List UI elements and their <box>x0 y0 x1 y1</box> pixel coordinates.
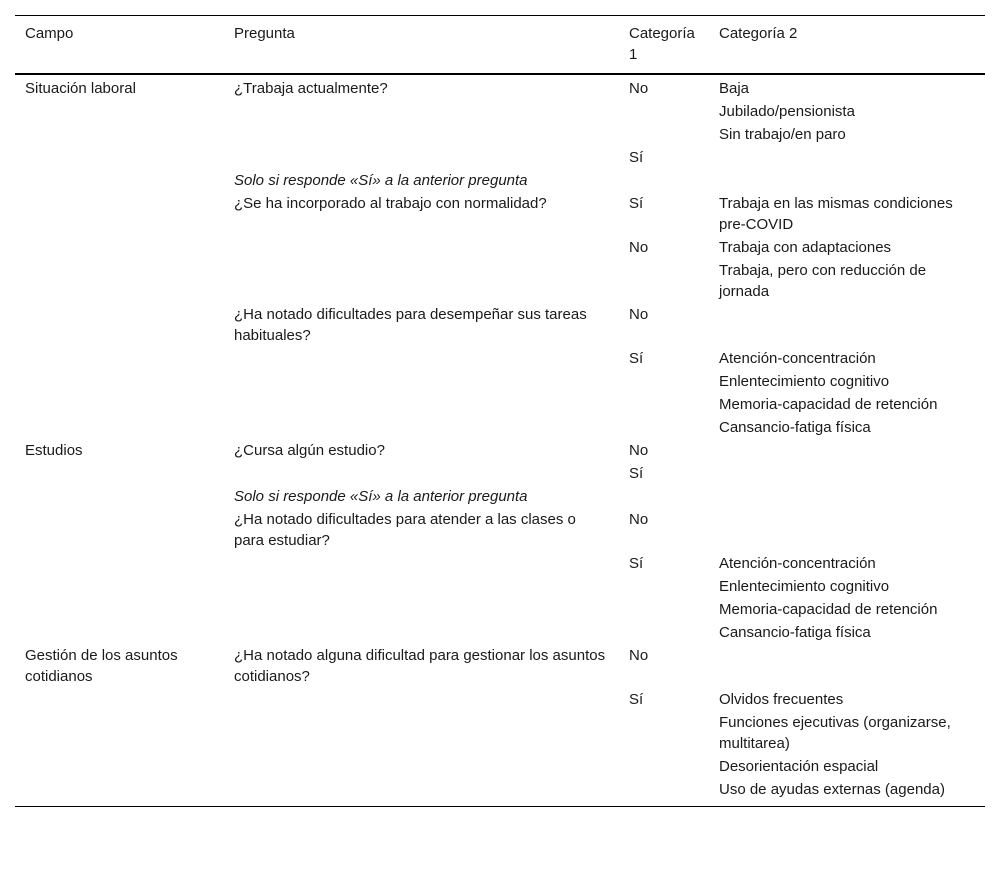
cell-campo <box>15 347 224 370</box>
table-body <box>15 74 985 807</box>
cell-pregunta: Solo si responde «Sí» a la anterior pregunta <box>234 488 528 505</box>
cell-categoria-1: No <box>629 442 649 459</box>
cell-campo <box>15 259 224 303</box>
cell-campo <box>15 169 224 192</box>
cell-pregunta <box>224 100 619 123</box>
cell-pregunta <box>224 259 619 303</box>
survey-table <box>15 15 985 807</box>
table-row <box>15 755 985 778</box>
cell-campo <box>15 146 224 169</box>
cell-categoria-1 <box>619 755 709 778</box>
cell-categoria-1: No <box>629 306 649 323</box>
cell-categoria-1 <box>619 100 709 123</box>
header-categoria-1: Categoría 1 <box>629 25 695 63</box>
table-row <box>15 778 985 807</box>
cell-pregunta <box>224 575 619 598</box>
cell-categoria-2: Memoria-capacidad de retención <box>719 601 938 618</box>
cell-pregunta <box>224 462 619 485</box>
cell-campo <box>15 688 224 711</box>
header-pregunta: Pregunta <box>234 25 295 42</box>
table-row <box>15 688 985 711</box>
cell-categoria-1 <box>619 778 709 807</box>
cell-categoria-1 <box>619 169 709 192</box>
cell-categoria-2: Trabaja, pero con reducción de jornada <box>719 262 927 300</box>
cell-pregunta <box>224 755 619 778</box>
cell-campo: Situación laboral <box>25 80 136 97</box>
cell-pregunta <box>224 347 619 370</box>
table-row <box>15 303 985 347</box>
cell-categoria-2: Cansancio-fatiga física <box>719 624 871 641</box>
cell-categoria-1 <box>619 598 709 621</box>
cell-categoria-1: Sí <box>629 149 644 166</box>
cell-pregunta <box>224 552 619 575</box>
table-row <box>15 439 985 462</box>
cell-campo <box>15 462 224 485</box>
cell-categoria-2: Enlentecimiento cognitivo <box>719 578 890 595</box>
cell-pregunta: ¿Ha notado alguna dificultad para gestionar los asuntos cotidianos? <box>234 647 606 685</box>
cell-campo <box>15 621 224 644</box>
cell-categoria-2 <box>709 439 985 462</box>
cell-categoria-2: Memoria-capacidad de retención <box>719 396 938 413</box>
cell-categoria-2: Olvidos frecuentes <box>719 691 844 708</box>
table-row <box>15 575 985 598</box>
cell-categoria-1: Sí <box>629 555 644 572</box>
table-row <box>15 508 985 552</box>
cell-categoria-1 <box>619 393 709 416</box>
cell-campo <box>15 755 224 778</box>
table-row <box>15 370 985 393</box>
cell-campo <box>15 575 224 598</box>
cell-pregunta: ¿Ha notado dificultades para atender a las clases o para estudiar? <box>234 511 576 549</box>
cell-categoria-2: Trabaja en las mismas condiciones pre-COVID <box>719 195 953 233</box>
table-row <box>15 100 985 123</box>
cell-categoria-1 <box>619 711 709 755</box>
cell-campo <box>15 598 224 621</box>
cell-pregunta: ¿Cursa algún estudio? <box>234 442 385 459</box>
cell-campo <box>15 370 224 393</box>
table-row <box>15 462 985 485</box>
table-row <box>15 123 985 146</box>
cell-campo <box>15 485 224 508</box>
cell-categoria-2 <box>709 169 985 192</box>
cell-categoria-1: No <box>629 80 649 97</box>
cell-pregunta <box>224 146 619 169</box>
cell-campo <box>15 303 224 347</box>
cell-campo <box>15 416 224 439</box>
cell-categoria-1: Sí <box>629 195 644 212</box>
cell-pregunta: ¿Se ha incorporado al trabajo con normalidad? <box>234 195 547 212</box>
table-row <box>15 393 985 416</box>
table-row <box>15 552 985 575</box>
cell-campo <box>15 393 224 416</box>
cell-pregunta <box>224 393 619 416</box>
cell-pregunta <box>224 778 619 807</box>
table-header <box>15 16 985 75</box>
table-row <box>15 146 985 169</box>
cell-categoria-2: Sin trabajo/en paro <box>719 126 846 143</box>
table-row <box>15 416 985 439</box>
header-row <box>15 16 985 75</box>
cell-categoria-1 <box>619 575 709 598</box>
table-row <box>15 644 985 688</box>
cell-pregunta: ¿Trabaja actualmente? <box>234 80 388 97</box>
cell-pregunta <box>224 598 619 621</box>
cell-categoria-2: Uso de ayudas externas (agenda) <box>719 781 945 798</box>
cell-categoria-1 <box>619 259 709 303</box>
cell-campo <box>15 192 224 236</box>
cell-campo <box>15 552 224 575</box>
cell-categoria-1 <box>619 370 709 393</box>
table-row <box>15 236 985 259</box>
cell-campo <box>15 123 224 146</box>
cell-categoria-2 <box>709 644 985 688</box>
header-campo: Campo <box>25 25 74 42</box>
cell-categoria-2: Enlentecimiento cognitivo <box>719 373 890 390</box>
table-row <box>15 192 985 236</box>
cell-categoria-2 <box>709 462 985 485</box>
cell-campo <box>15 711 224 755</box>
table-row <box>15 621 985 644</box>
cell-categoria-1 <box>619 123 709 146</box>
cell-categoria-1 <box>619 485 709 508</box>
cell-campo <box>15 508 224 552</box>
cell-categoria-1: No <box>629 239 649 256</box>
table-row <box>15 347 985 370</box>
cell-categoria-1: Sí <box>629 350 644 367</box>
cell-categoria-2: Atención-concentración <box>719 555 876 572</box>
table-row <box>15 598 985 621</box>
cell-pregunta <box>224 123 619 146</box>
cell-categoria-1 <box>619 416 709 439</box>
cell-pregunta: ¿Ha notado dificultades para desempeñar sus tareas habituales? <box>234 306 587 344</box>
cell-campo <box>15 236 224 259</box>
cell-categoria-2 <box>709 303 985 347</box>
table-row <box>15 485 985 508</box>
cell-pregunta: Solo si responde «Sí» a la anterior pregunta <box>234 172 528 189</box>
cell-campo <box>15 100 224 123</box>
cell-categoria-1: No <box>629 511 649 528</box>
cell-categoria-2 <box>709 485 985 508</box>
header-categoria-2: Categoría 2 <box>719 25 798 42</box>
cell-pregunta <box>224 621 619 644</box>
table-row <box>15 711 985 755</box>
cell-categoria-1 <box>619 621 709 644</box>
cell-categoria-2 <box>709 146 985 169</box>
cell-categoria-2: Trabaja con adaptaciones <box>719 239 892 256</box>
cell-pregunta <box>224 688 619 711</box>
cell-categoria-2: Desorientación espacial <box>719 758 879 775</box>
cell-categoria-2: Jubilado/pensionista <box>719 103 855 120</box>
cell-categoria-2: Atención-concentración <box>719 350 876 367</box>
cell-categoria-2: Funciones ejecutivas (organizarse, multitarea) <box>719 714 951 752</box>
cell-categoria-1: Sí <box>629 691 644 708</box>
cell-campo: Estudios <box>25 442 83 459</box>
cell-categoria-1: Sí <box>629 465 644 482</box>
cell-pregunta <box>224 370 619 393</box>
cell-categoria-1: No <box>629 647 649 664</box>
cell-campo: Gestión de los asuntos cotidianos <box>25 647 178 685</box>
table-row <box>15 169 985 192</box>
table-row <box>15 259 985 303</box>
cell-campo <box>15 778 224 807</box>
cell-categoria-2: Baja <box>719 80 750 97</box>
cell-pregunta <box>224 236 619 259</box>
cell-pregunta <box>224 416 619 439</box>
cell-pregunta <box>224 711 619 755</box>
table-row <box>15 74 985 100</box>
cell-categoria-2: Cansancio-fatiga física <box>719 419 871 436</box>
cell-categoria-2 <box>709 508 985 552</box>
